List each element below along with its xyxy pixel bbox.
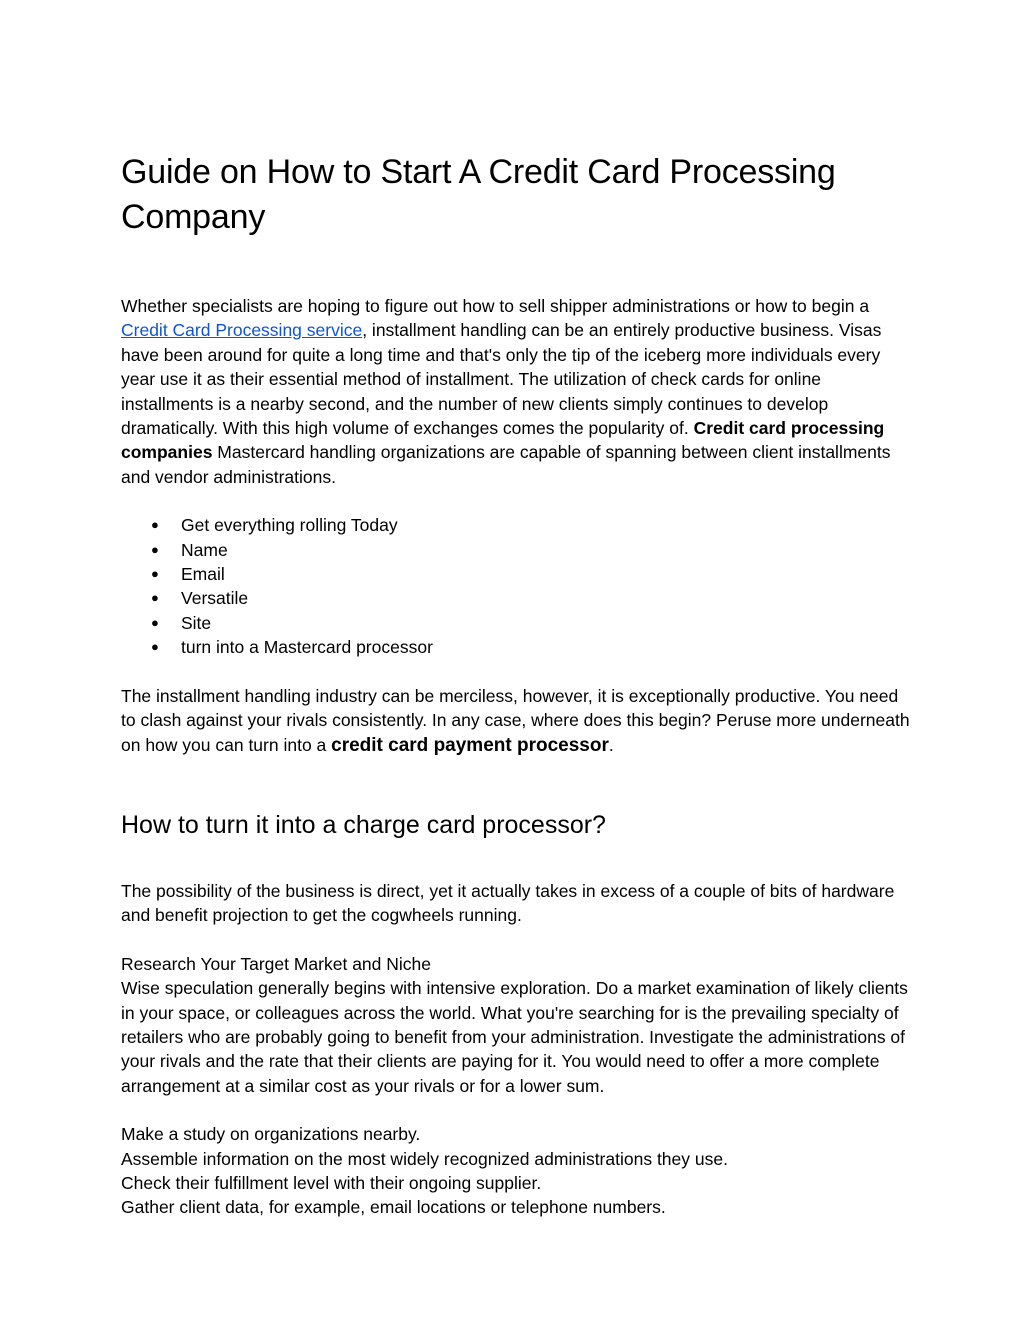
list-item-label: Email: [181, 564, 225, 585]
industry-text: The installment handling industry can be merciless, however, it is exceptionally productive. You need to clash against your rivals consistently. In any case, where does this begin? Peruse more underneath on how you can turn into a: [121, 685, 910, 755]
list-item-label: Name: [181, 539, 228, 560]
document-page: [121, 150, 911, 1220]
step-line: Check their fulfillment level with their ongoing supplier.: [121, 1172, 542, 1193]
industry-bold-phrase: credit card payment processor: [331, 734, 609, 756]
list-item: [121, 611, 911, 635]
intro-paragraph: [121, 294, 911, 489]
intro-text-start: Whether specialists are hoping to figure out how to sell shipper administrations or how to begin a: [121, 296, 870, 316]
intro-text-middle: , installment handling can be an entirely productive business. Visas have been around for quite a long time and that's only the tip of the iceberg more individuals every year use it as their essential method of installment. The utilization of check cards for online installments is a nearby second, and the number of new clients simply continues to develop dramatically. With this high volume of exchanges comes the popularity of.: [121, 320, 882, 439]
bullet-list: [121, 513, 911, 659]
list-item: [121, 586, 911, 610]
research-heading: Research Your Target Market and Niche: [121, 953, 431, 974]
research-body: Wise speculation generally begins with intensive exploration. Do a market examination of likely clients in your space, or colleagues across the world. What you're searching for is the prevailing specialty of retailers who are probably going to benefit from your administration. Investigate the administrations of your rivals and the rate that their clients are paying for it. You would need to offer a more complete arrangement at a similar cost as your rivals or for a lower sum.: [121, 978, 908, 1096]
steps-section: [121, 1122, 911, 1220]
list-item: [121, 513, 911, 537]
credit-card-processing-link[interactable]: Credit Card Processing service: [121, 320, 363, 341]
document-title: Guide on How to Start A Credit Card Processing Company: [121, 153, 836, 236]
list-item: [121, 562, 911, 586]
step-line: Assemble information on the most widely recognized administrations they use.: [121, 1148, 728, 1169]
bullet-dot-icon: ●: [151, 614, 159, 630]
list-item-label: Site: [181, 612, 212, 633]
step-line: Make a study on organizations nearby.: [121, 1124, 421, 1145]
intro-text-end: Mastercard handling organizations are capable of spanning between client installments and vendor administrations.: [121, 442, 891, 487]
intro-bold-phrase: Credit card processing companies: [121, 418, 885, 463]
list-item-label: turn into a Mastercard processor: [181, 637, 433, 658]
list-item-label: Get everything rolling Today: [181, 515, 398, 536]
business-paragraph: The possibility of the business is direct, yet it actually takes in excess of a couple of bits of hardware and benefit projection to get the cogwheels running.: [121, 880, 895, 926]
bullet-dot-icon: ●: [151, 639, 159, 655]
bullet-dot-icon: ●: [151, 517, 159, 533]
list-item: [121, 538, 911, 562]
bullet-dot-icon: ●: [151, 590, 159, 606]
list-item: [121, 635, 911, 659]
industry-paragraph: [121, 684, 911, 758]
industry-text-end: .: [608, 734, 614, 755]
list-item-label: Versatile: [181, 588, 249, 609]
section-heading: How to turn it into a charge card processor?: [121, 810, 606, 839]
research-section: [121, 952, 911, 1098]
bullet-dot-icon: ●: [151, 566, 159, 582]
bullet-dot-icon: ●: [151, 541, 159, 557]
step-line: Gather client data, for example, email locations or telephone numbers.: [121, 1197, 666, 1218]
